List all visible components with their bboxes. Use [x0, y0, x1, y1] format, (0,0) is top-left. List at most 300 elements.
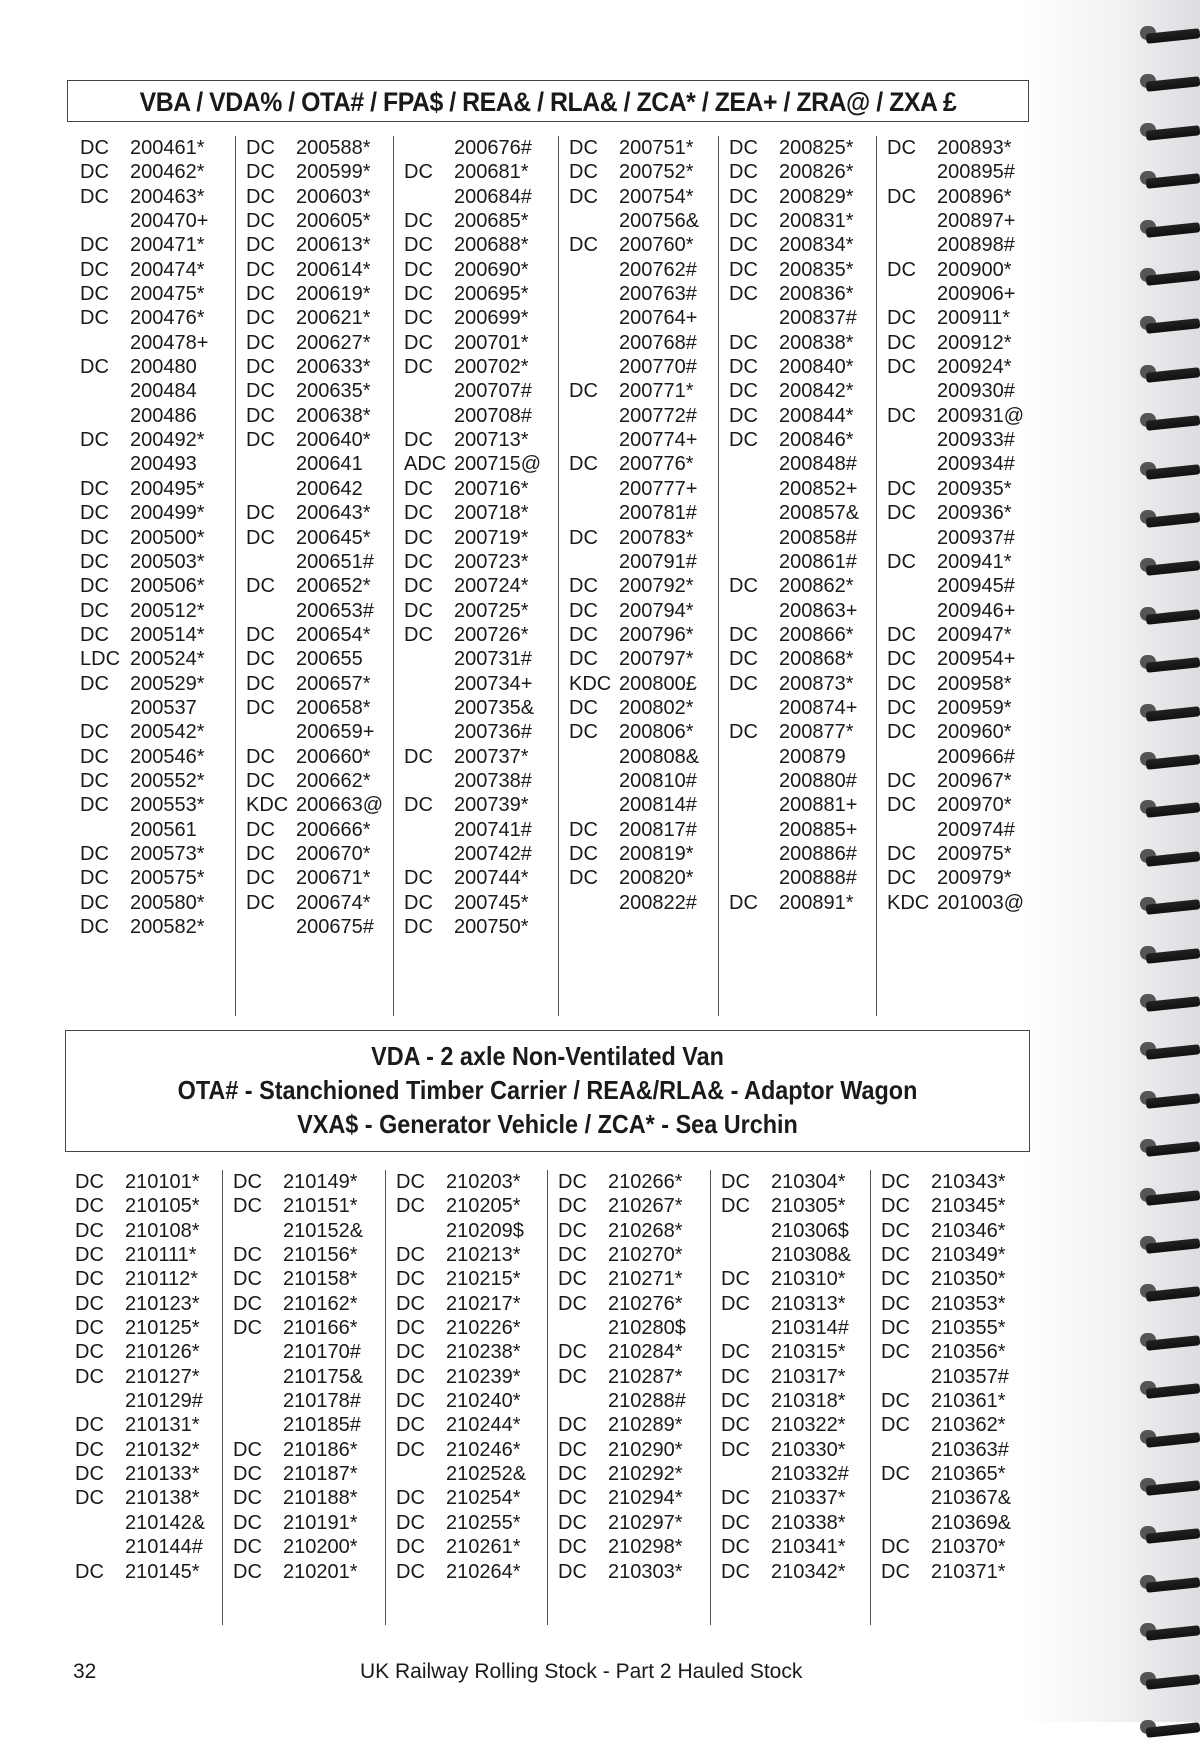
depot-code: DC	[887, 794, 916, 817]
table-row	[236, 696, 393, 720]
depot-code: DC	[887, 477, 916, 500]
depot-code: DC	[80, 283, 109, 306]
wagon-number: 200739*	[454, 794, 529, 817]
wagon-number: 200764+	[619, 307, 698, 330]
wagon-number: 201003@	[937, 891, 1025, 914]
table-row	[236, 672, 393, 696]
depot-code: DC	[404, 307, 433, 330]
wagon-number: 210261*	[446, 1536, 521, 1559]
depot-code: DC	[233, 1487, 262, 1510]
depot-code: DC	[246, 648, 275, 671]
wagon-number: 210367&	[931, 1487, 1012, 1510]
table-row	[394, 160, 558, 184]
table-row	[719, 355, 876, 379]
wagon-number: 210271*	[608, 1268, 683, 1291]
wagon-number: 200885+	[779, 818, 858, 841]
table-row	[65, 1389, 222, 1413]
wagon-number: 200880#	[779, 769, 857, 792]
table-row	[70, 696, 235, 720]
wagon-number: 210138*	[125, 1487, 200, 1510]
depot-code: DC	[558, 1292, 587, 1315]
wagon-number: 200862*	[779, 575, 854, 598]
depot-code: DC	[721, 1365, 750, 1388]
table-row	[394, 282, 558, 306]
wagon-number: 200768#	[619, 331, 697, 354]
depot-code: DC	[558, 1463, 587, 1486]
table-row	[65, 1413, 222, 1437]
wagon-number: 200674*	[296, 891, 371, 914]
wagon-number: 210217*	[446, 1292, 521, 1315]
table-row	[223, 1292, 385, 1316]
wagon-number: 200484	[130, 380, 197, 403]
depot-code: DC	[246, 161, 275, 184]
wagon-number: 200471*	[130, 234, 205, 257]
depot-code: DC	[396, 1414, 425, 1437]
wagon-number: 210330*	[771, 1438, 846, 1461]
spiral-ring-icon	[1140, 893, 1200, 915]
table-row	[394, 233, 558, 257]
depot-code: DC	[233, 1317, 262, 1340]
table-row	[719, 404, 876, 428]
table-column	[393, 136, 558, 1016]
table-column	[710, 1170, 870, 1625]
table-column	[876, 136, 1026, 1016]
wagon-number: 200480	[130, 356, 197, 379]
wagon-number: 200895#	[937, 161, 1015, 184]
table-row	[877, 477, 1026, 501]
depot-code: DC	[721, 1560, 750, 1583]
wagon-number: 200791#	[619, 550, 697, 573]
table-row	[70, 452, 235, 476]
wagon-number: 200896*	[937, 185, 1012, 208]
spiral-ring-icon	[1140, 22, 1200, 44]
table-row	[559, 233, 718, 257]
wagon-number: 200475*	[130, 283, 205, 306]
table-row	[394, 866, 558, 890]
table-row	[877, 355, 1026, 379]
table-row	[559, 160, 718, 184]
depot-code: DC	[721, 1292, 750, 1315]
table-row	[711, 1413, 870, 1437]
depot-code: DC	[80, 307, 109, 330]
spiral-ring-icon	[1140, 1135, 1200, 1157]
wagon-number: 210156*	[283, 1244, 358, 1267]
table-row	[711, 1389, 870, 1413]
depot-code: DC	[80, 575, 109, 598]
table-row	[386, 1438, 547, 1462]
depot-code: DC	[80, 623, 109, 646]
depot-code: DC	[729, 721, 758, 744]
table-row	[70, 745, 235, 769]
table-row	[877, 428, 1026, 452]
table-row	[65, 1219, 222, 1243]
wagon-number: 200575*	[130, 867, 205, 890]
wagon-number: 200725*	[454, 599, 529, 622]
table-row	[386, 1511, 547, 1535]
table-row	[711, 1267, 870, 1291]
table-row	[719, 233, 876, 257]
table-row	[223, 1438, 385, 1462]
depot-code: DC	[558, 1219, 587, 1242]
table-row	[65, 1170, 222, 1194]
table-row	[877, 696, 1026, 720]
table-row	[559, 696, 718, 720]
wagon-number: 200897+	[937, 210, 1016, 233]
table-row	[236, 915, 393, 939]
wagon-number: 210365*	[931, 1463, 1006, 1486]
depot-code: DC	[80, 599, 109, 622]
legend-box	[65, 1030, 1030, 1152]
wagon-number: 210322*	[771, 1414, 846, 1437]
wagon-number: 200776*	[619, 453, 694, 476]
wagon-number: 200503*	[130, 550, 205, 573]
table-row	[548, 1486, 710, 1510]
wagon-number: 200671*	[296, 867, 371, 890]
wagon-number: 200651#	[296, 550, 374, 573]
table-row	[548, 1194, 710, 1218]
depot-code: DC	[887, 672, 916, 695]
wagon-number: 200802*	[619, 696, 694, 719]
wagon-number: 210185#	[283, 1414, 361, 1437]
wagon-number: 200829*	[779, 185, 854, 208]
section-header-box	[67, 80, 1029, 122]
spiral-ring-icon	[1140, 990, 1200, 1012]
table-row	[394, 526, 558, 550]
depot-code: DC	[569, 842, 598, 865]
wagon-number: 210264*	[446, 1560, 521, 1583]
wagon-number: 200831*	[779, 210, 854, 233]
depot-code: DC	[246, 331, 275, 354]
depot-code: DC	[80, 185, 109, 208]
table-row	[877, 720, 1026, 744]
table-row	[394, 696, 558, 720]
table-row	[877, 745, 1026, 769]
table-row	[236, 306, 393, 330]
table-row	[719, 209, 876, 233]
table-row	[877, 672, 1026, 696]
depot-code: DC	[75, 1463, 104, 1486]
wagon-number: 210303*	[608, 1560, 683, 1583]
table-row	[236, 452, 393, 476]
wagon-number: 200912*	[937, 331, 1012, 354]
depot-code: DC	[887, 356, 916, 379]
spiral-ring-icon	[1140, 1280, 1200, 1302]
depot-code: DC	[729, 380, 758, 403]
table-row	[559, 793, 718, 817]
depot-code: DC	[233, 1268, 262, 1291]
wagon-number: 200461*	[130, 137, 205, 159]
table-row	[394, 185, 558, 209]
spiral-ring-icon	[1140, 1619, 1200, 1641]
wagon-number: 200742#	[454, 842, 532, 865]
table-row	[394, 623, 558, 647]
table-row	[70, 136, 235, 160]
table-row	[877, 404, 1026, 428]
wagon-number: 210313*	[771, 1292, 846, 1315]
wagon-number: 200553*	[130, 794, 205, 817]
table-row	[559, 355, 718, 379]
wagon-number: 210346*	[931, 1219, 1006, 1242]
wagon-number: 210357#	[931, 1365, 1009, 1388]
wagon-number: 200834*	[779, 234, 854, 257]
table-row	[719, 282, 876, 306]
depot-code: DC	[558, 1511, 587, 1534]
table-row	[719, 477, 876, 501]
table-row	[877, 769, 1026, 793]
table-row	[65, 1486, 222, 1510]
depot-code: DC	[887, 331, 916, 354]
wagon-number: 200708#	[454, 404, 532, 427]
table-row	[719, 720, 876, 744]
depot-code: DC	[404, 502, 433, 525]
wagon-number: 200810#	[619, 769, 697, 792]
depot-code: DC	[558, 1341, 587, 1364]
depot-code: DC	[881, 1414, 910, 1437]
table-row	[559, 404, 718, 428]
wagon-number: 200663@	[296, 794, 384, 817]
table-row	[223, 1267, 385, 1291]
wagon-number: 210308&	[771, 1244, 852, 1267]
wagon-number: 200573*	[130, 842, 205, 865]
table-row	[223, 1340, 385, 1364]
wagon-number: 210112*	[125, 1268, 199, 1291]
wagon-number: 200934#	[937, 453, 1015, 476]
table-row	[871, 1389, 1025, 1413]
wagon-number: 210213*	[446, 1244, 521, 1267]
table-row	[70, 599, 235, 623]
depot-code: DC	[80, 234, 109, 257]
depot-code: DC	[396, 1341, 425, 1364]
wagon-number: 200470+	[130, 210, 209, 233]
table-row	[65, 1243, 222, 1267]
wagon-number: 200933#	[937, 429, 1015, 452]
spiral-ring-icon	[1140, 1571, 1200, 1593]
table-row	[559, 136, 718, 160]
wagon-number: 200974#	[937, 818, 1015, 841]
wagon-number: 200931@	[937, 404, 1025, 427]
depot-code: DC	[881, 1560, 910, 1583]
table-row	[548, 1462, 710, 1486]
depot-code: DC	[729, 891, 758, 914]
table-row	[711, 1340, 870, 1364]
depot-code: DC	[233, 1511, 262, 1534]
wagon-number: 200825*	[779, 137, 854, 159]
table-row	[877, 136, 1026, 160]
depot-code: DC	[246, 672, 275, 695]
table-row	[871, 1462, 1025, 1486]
depot-code: DC	[80, 745, 109, 768]
wagon-number: 210255*	[446, 1511, 521, 1534]
depot-code: DC	[729, 234, 758, 257]
table-row	[394, 891, 558, 915]
table-row	[877, 185, 1026, 209]
table-row	[711, 1560, 870, 1584]
table-row	[223, 1389, 385, 1413]
wagon-number: 210280$	[608, 1317, 686, 1340]
wagon-number: 200603*	[296, 185, 371, 208]
wagon-number: 210332#	[771, 1463, 849, 1486]
spiral-ring-icon	[1140, 748, 1200, 770]
wagon-number: 210186*	[283, 1438, 358, 1461]
wagon-number: 210191*	[283, 1511, 358, 1534]
table-row	[711, 1365, 870, 1389]
wagon-number: 200760*	[619, 234, 694, 257]
wagon-number: 200873*	[779, 672, 854, 695]
wagon-number: 200495*	[130, 477, 205, 500]
wagon-number: 200820*	[619, 867, 694, 890]
wagon-number: 200737*	[454, 745, 529, 768]
spiral-ring-icon	[1140, 651, 1200, 673]
table-row	[711, 1486, 870, 1510]
table-row	[719, 574, 876, 598]
table-row	[871, 1340, 1025, 1364]
depot-code: DC	[721, 1390, 750, 1413]
depot-code: DC	[558, 1414, 587, 1437]
depot-code: DC	[246, 429, 275, 452]
table-row	[871, 1243, 1025, 1267]
depot-code: DC	[569, 575, 598, 598]
wagon-number: 200800£	[619, 672, 697, 695]
wagon-number: 210310*	[771, 1268, 846, 1291]
depot-code: DC	[404, 258, 433, 281]
depot-code: DC	[246, 234, 275, 257]
depot-code: DC	[721, 1536, 750, 1559]
wagon-number: 200797*	[619, 648, 694, 671]
depot-code: DC	[80, 137, 109, 159]
table-row	[236, 428, 393, 452]
table-row	[559, 185, 718, 209]
table-row	[394, 136, 558, 160]
depot-code: DC	[881, 1244, 910, 1267]
table-row	[236, 160, 393, 184]
wagon-number: 210205*	[446, 1195, 521, 1218]
table-row	[236, 550, 393, 574]
wagon-number: 200858#	[779, 526, 857, 549]
wagon-number: 200493	[130, 453, 197, 476]
depot-code: DC	[404, 283, 433, 306]
wagon-number: 200837#	[779, 307, 857, 330]
wagon-number: 210175&	[283, 1365, 364, 1388]
table-row	[548, 1170, 710, 1194]
depot-code: DC	[246, 696, 275, 719]
wagon-number: 200699*	[454, 307, 529, 330]
wagon-number: 210268*	[608, 1219, 683, 1242]
wagon-number: 200744*	[454, 867, 529, 890]
wagon-number: 200635*	[296, 380, 371, 403]
wagon-number: 200681*	[454, 161, 529, 184]
wagon-number: 210133*	[125, 1463, 200, 1486]
depot-code: DC	[721, 1341, 750, 1364]
wagon-number: 210201*	[283, 1560, 358, 1583]
wagon-number: 200580*	[130, 891, 205, 914]
table-row	[719, 258, 876, 282]
depot-code: DC	[396, 1511, 425, 1534]
table-row	[871, 1511, 1025, 1535]
wagon-number: 210314#	[771, 1317, 849, 1340]
wagon-number: 210126*	[125, 1341, 200, 1364]
table-row	[548, 1413, 710, 1437]
wagon-number: 200653#	[296, 599, 374, 622]
wagon-number: 200842*	[779, 380, 854, 403]
table-row	[236, 526, 393, 550]
depot-code: DC	[233, 1292, 262, 1315]
depot-code: DC	[881, 1268, 910, 1291]
table-row	[559, 891, 718, 915]
wagon-number: 200654*	[296, 623, 371, 646]
wagon-number: 200486	[130, 404, 197, 427]
wagon-number: 200886#	[779, 842, 857, 865]
depot-code: DC	[246, 283, 275, 306]
table-row	[236, 793, 393, 817]
wagon-number: 210297*	[608, 1511, 683, 1534]
table-row	[70, 258, 235, 282]
table-row	[394, 793, 558, 817]
wagon-number: 200695*	[454, 283, 529, 306]
depot-code: DC	[75, 1487, 104, 1510]
depot-code: DC	[887, 769, 916, 792]
depot-code: DC	[729, 356, 758, 379]
wagon-number: 200707#	[454, 380, 532, 403]
depot-code: DC	[887, 502, 916, 525]
spiral-ring-icon	[1140, 216, 1200, 238]
bottom-fleet-table	[65, 1170, 1025, 1625]
wagon-number: 210369&	[931, 1511, 1012, 1534]
wagon-number: 210132*	[125, 1438, 200, 1461]
wagon-number: 200524*	[130, 648, 205, 671]
wagon-number: 210203*	[446, 1171, 521, 1193]
table-row	[236, 501, 393, 525]
spiral-ring-icon	[1140, 1329, 1200, 1351]
wagon-number: 200857&	[779, 502, 860, 525]
wagon-number: 200660*	[296, 745, 371, 768]
wagon-number: 200613*	[296, 234, 371, 257]
wagon-number: 200868*	[779, 648, 854, 671]
wagon-number: 200947*	[937, 623, 1012, 646]
table-row	[223, 1511, 385, 1535]
depot-code: DC	[246, 867, 275, 890]
table-row	[719, 550, 876, 574]
table-row	[877, 306, 1026, 330]
table-row	[394, 599, 558, 623]
depot-code: DC	[233, 1171, 262, 1193]
depot-code: KDC	[569, 672, 612, 695]
wagon-number: 210317*	[771, 1365, 846, 1388]
wagon-number: 210266*	[608, 1171, 683, 1193]
table-column	[558, 136, 718, 1016]
wagon-number: 200935*	[937, 477, 1012, 500]
wagon-number: 200898#	[937, 234, 1015, 257]
wagon-number: 200658*	[296, 696, 371, 719]
depot-code: DC	[246, 404, 275, 427]
depot-code: DC	[558, 1268, 587, 1291]
depot-code: DC	[404, 550, 433, 573]
wagon-number: 200627*	[296, 331, 371, 354]
wagon-number: 200838*	[779, 331, 854, 354]
wagon-number: 200736#	[454, 721, 532, 744]
wagon-number: 210341*	[771, 1536, 846, 1559]
wagon-number: 210343*	[931, 1171, 1006, 1193]
spiral-ring-icon	[1140, 1184, 1200, 1206]
table-row	[559, 209, 718, 233]
depot-code: DC	[246, 502, 275, 525]
table-row	[236, 574, 393, 598]
wagon-number: 200645*	[296, 526, 371, 549]
table-row	[719, 696, 876, 720]
table-row	[70, 428, 235, 452]
table-row	[236, 720, 393, 744]
wagon-number: 200794*	[619, 599, 694, 622]
table-row	[719, 842, 876, 866]
